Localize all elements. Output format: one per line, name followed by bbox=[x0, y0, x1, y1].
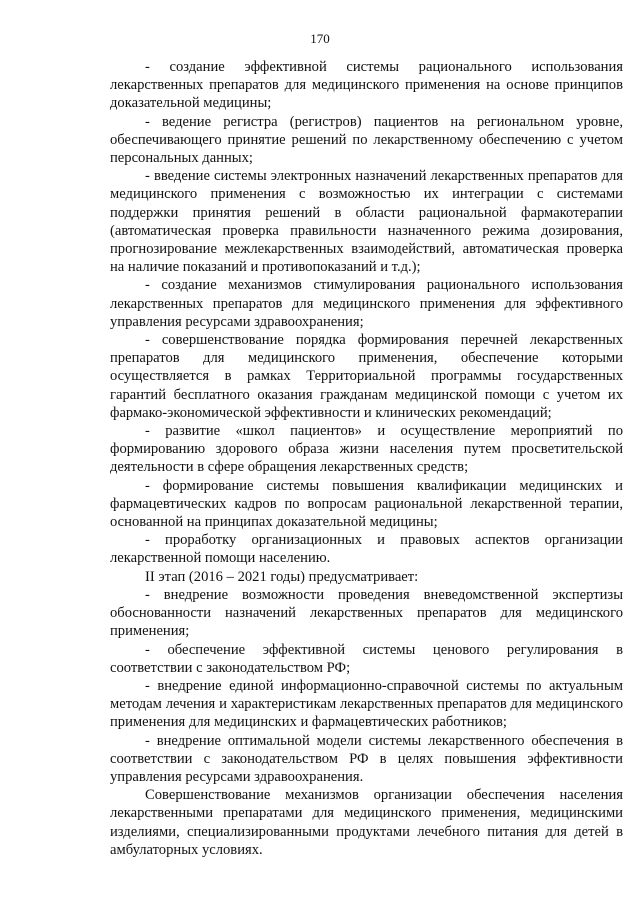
stage-two-heading: II этап (2016 – 2021 годы) предусматривает: bbox=[145, 568, 419, 585]
section-paragraph: Совершенствование механизмов организации обеспечения населения лекарственными препаратами для медицинского применения, медицинскими изделиями, специализированными продуктами лечебного питания для детей в амбулаторных условиях. bbox=[110, 787, 623, 858]
paragraph-item-10: - обеспечение эффективной системы ценового регулирования в соответствии с законодательством РФ; bbox=[110, 641, 623, 676]
paragraph-item-8: - проработку организационных и правовых аспектов организации лекарственной помощи населению. bbox=[110, 532, 623, 567]
paragraph-item-5: - совершенствование порядка формирования перечней лекарственных препаратов для медицинского применения, обеспечение которыми осуществляется в рамках Территориальной программы государственных гарантий бесплатного оказания гражданам медицинской помощи с учетом их фармако-экономической эффективности и клинических рекомендаций; bbox=[110, 332, 623, 421]
document-body bbox=[110, 58, 623, 859]
paragraph-item-1: - создание эффективной системы рационального использования лекарственных препаратов для медицинского применения на основе принципов доказательной медицины; bbox=[110, 59, 623, 112]
paragraph-item-11: - внедрение единой информационно-справочной системы по актуальным методам лечения и характеристикам лекарственных препаратов для медицинского применения для медицинских и фармацевтических работников; bbox=[110, 677, 623, 731]
paragraph-item-4: - создание механизмов стимулирования рационального использования лекарственных препаратов для медицинского применения для эффективного управления ресурсами здравоохранения; bbox=[110, 277, 623, 330]
paragraph-item-6: - развитие «школ пациентов» и осуществление мероприятий по формированию здорового образа жизни населения путем просветительской деятельности в сфере обращения лекарственных средств; bbox=[110, 423, 623, 476]
paragraph-item-3: - введение системы электронных назначений лекарственных препаратов для медицинского применения с возможностью их интеграции с системами поддержки принятия решений в области рациональной фармакотерапии (автоматическая проверка правильности назначенного режима дозирования, прогнозирование межлекарственных взаимодействий, автоматическая проверка на наличие показаний и противопоказаний и т.д.); bbox=[110, 168, 623, 276]
paragraph-item-7: - формирование системы повышения квалификации медицинских и фармацевтических кадров по вопросам рациональной лекарственной терапии, основанной на принципах доказательной медицины; bbox=[110, 477, 623, 531]
page-number: 170 bbox=[310, 31, 330, 46]
paragraph-item-2: - ведение регистра (регистров) пациентов на региональном уровне, обеспечивающего принятие решений по лекарственному обеспечению с учетом персональных данных; bbox=[110, 113, 623, 167]
paragraph-item-9: - внедрение возможности проведения вневедомственной экспертизы обоснованности назначений лекарственных препаратов для медицинского применения; bbox=[110, 586, 623, 640]
paragraph-item-12: - внедрение оптимальной модели системы лекарственного обеспечения в соответствии с законодательством РФ в целях повышения эффективности управления ресурсами здравоохранения. bbox=[110, 732, 623, 785]
